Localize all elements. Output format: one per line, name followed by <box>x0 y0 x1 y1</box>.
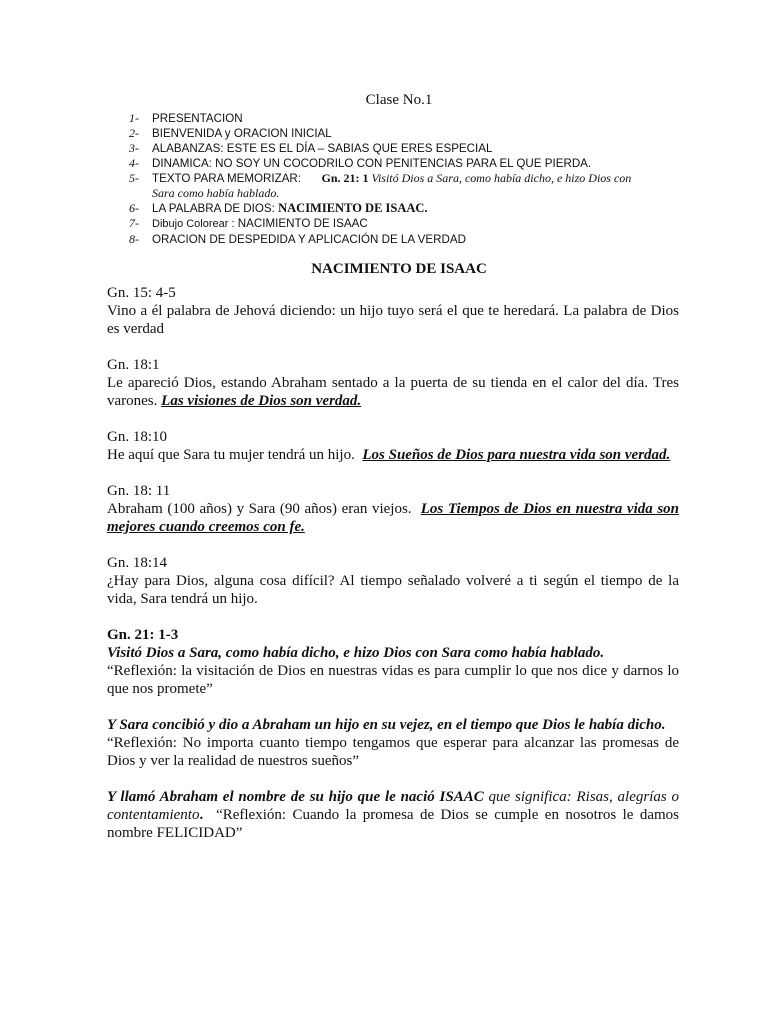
passage-block <box>107 554 679 608</box>
gn21-reflection-3: “Reflexión: Cuando la promesa de Dios se cumple en nosotros le damos nombre FELICIDAD” <box>107 807 679 841</box>
passage-block <box>107 428 679 464</box>
passage-ref: Gn. 18:1 <box>107 357 160 373</box>
agenda-bold-text: NACIMIENTO DE ISAAC. <box>278 201 428 215</box>
passage-text: Le apareció Dios, estando Abraham sentado a la puerta de su tienda en el calor del día. Tres varones. <box>107 375 679 409</box>
memory-verse-line-2: Sara como había hablado. <box>152 186 280 200</box>
agenda-number: 6- <box>129 201 139 215</box>
memory-verse-ref: Gn. 21: 1 <box>321 171 369 185</box>
passage-block <box>107 482 679 536</box>
agenda-item <box>107 216 679 232</box>
gn21-ref: Gn. 21: 1-3 <box>107 627 179 643</box>
agenda-item <box>107 111 679 126</box>
agenda-text: ORACION DE DESPEDIDA Y APLICACIÓN DE LA VERDAD <box>152 233 466 246</box>
passage-emphasis: Los Tiempos de Dios en nuestra vida son mejores cuando creemos con fe. <box>107 501 680 535</box>
memory-verse-line-1: Visitó Dios a Sara, como había dicho, e hizo Dios con <box>371 171 632 185</box>
document-page <box>107 92 679 860</box>
passage-text: ¿Hay para Dios, alguna cosa difícil? Al tiempo señalado volveré a ti según el tiempo de la vida, Sara tendrá un hijo. <box>107 573 679 607</box>
gn21-block-2 <box>107 716 679 770</box>
agenda-text: PRESENTACION <box>152 112 243 125</box>
agenda-item-memory-verse <box>107 171 679 201</box>
agenda-text: DINAMICA: NO SOY UN COCODRILO CON PENITENCIAS PARA EL QUE PIERDA. <box>152 157 592 170</box>
passage-ref: Gn. 18:10 <box>107 429 167 445</box>
gn21-reflection-2: “Reflexión: No importa cuanto tiempo tengamos que esperar para alcanzar las promesas de Dios y ver la realidad de nuestros sueños” <box>107 735 679 769</box>
agenda-number: 8- <box>129 232 139 246</box>
agenda-list <box>107 111 679 247</box>
agenda-number: 4- <box>129 156 139 170</box>
section-title: NACIMIENTO DE ISAAC <box>311 261 487 277</box>
agenda-text: BIENVENIDA y ORACION INICIAL <box>152 127 332 140</box>
gn21-verse-3: Y llamó Abraham el nombre de su hijo que le nació ISAAC <box>107 789 484 805</box>
meaning-label: que significa: <box>488 789 572 805</box>
passage-ref: Gn. 15: 4-5 <box>107 285 176 301</box>
agenda-number: 5- <box>129 171 139 185</box>
passage-ref: Gn. 18: 11 <box>107 483 171 499</box>
agenda-number: 3- <box>129 141 139 155</box>
agenda-label: TEXTO PARA MEMORIZAR: <box>152 172 302 185</box>
meaning-period: . <box>199 807 204 823</box>
agenda-number: 1- <box>129 111 139 125</box>
gn21-block-3 <box>107 788 679 842</box>
agenda-item <box>107 126 679 141</box>
agenda-item <box>107 232 679 247</box>
agenda-item <box>107 156 679 171</box>
gn21-verse-2: Y Sara concibió y dio a Abraham un hijo en su vejez, en el tiempo que Dios le había dicho. <box>107 717 666 733</box>
passage-text: He aquí que Sara tu mujer tendrá un hijo. <box>107 447 355 463</box>
agenda-item <box>107 141 679 156</box>
passage-emphasis: Los Sueños de Dios para nuestra vida son verdad. <box>362 447 671 463</box>
passage-block <box>107 284 679 338</box>
passage-text: Abraham (100 años) y Sara (90 años) eran viejos. <box>107 501 412 517</box>
agenda-text: NACIMIENTO DE ISAAC <box>237 217 368 230</box>
passage-block <box>107 356 679 410</box>
gn21-verse-1: Visitó Dios a Sara, como había dicho, e hizo Dios con Sara como había hablado. <box>107 645 605 661</box>
passage-ref: Gn. 18:14 <box>107 555 167 571</box>
meaning-text: Risas, alegrías o contentamiento <box>107 789 680 823</box>
agenda-text: ALABANZAS: ESTE ES EL DÍA – SABIAS QUE ERES ESPECIAL <box>152 142 493 155</box>
gn21-reflection-1: “Reflexión: la visitación de Dios en nuestras vidas es para cumplir lo que nos dice y darnos lo que nos promete” <box>107 663 679 697</box>
agenda-label: LA PALABRA DE DIOS: <box>152 202 275 215</box>
agenda-number: 7- <box>129 216 139 230</box>
page-title: Clase No.1 <box>365 92 433 108</box>
agenda-item <box>107 201 679 216</box>
agenda-small-label: Dibujo Colorear : <box>152 218 235 230</box>
gn21-block <box>107 626 679 698</box>
passage-emphasis: Las visiones de Dios son verdad. <box>161 393 362 409</box>
agenda-number: 2- <box>129 126 139 140</box>
passage-text: Vino a él palabra de Jehová diciendo: un hijo tuyo será el que te heredará. La palabra de Dios es verdad <box>107 303 679 337</box>
